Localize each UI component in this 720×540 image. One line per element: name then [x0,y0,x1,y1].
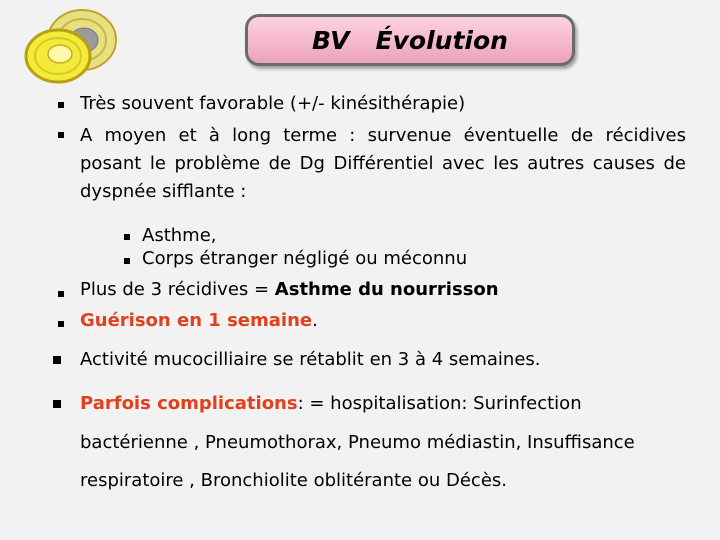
title-banner [245,14,575,66]
bullet-text-6 [80,390,582,418]
bullet-text-3-plain: Plus de 3 récidives = [80,279,275,300]
bullet-text-6-line2: bactérienne , Pneumothorax, Pneumo médiastin, Insuffisance [80,432,635,453]
bullet-text-1: Très souvent favorable (+/- kinésithérapie) [80,93,466,114]
bullet-marker [53,356,61,364]
sub-bullet-marker [124,234,130,240]
bullet-text-4-red: Guérison en 1 semaine [80,310,313,331]
bullet-text-3-bold: Asthme du nourrisson [274,279,499,300]
bullet-text-6-red: Parfois complications [80,393,298,414]
decorative-rings-logo [0,0,130,90]
bullet-marker [58,291,64,297]
bullet-text-4-plain: . [312,310,318,331]
bullet-marker [58,321,64,327]
bullet-text-5: Activité mucocilliaire se rétablit en 3 à 4 semaines. [80,349,541,370]
bullet-marker [53,400,61,408]
slide-title: BV Évolution [312,25,508,55]
bullet-text-2: A moyen et à long terme : survenue éventuelle de récidives posant le problème de Dg Différentiel avec les autres causes de dyspnée sifflante : [80,125,686,202]
bullet-text-4 [80,307,318,335]
sub-bullet-text-1: Asthme, [142,225,217,246]
bullet-text-6-line3: respiratoire , Bronchiolite oblitérante ou Décès. [80,470,507,491]
bullet-marker [58,132,64,138]
bullet-text-3 [80,276,499,304]
bullet-marker [58,102,64,108]
sub-bullet-text-2: Corps étranger négligé ou méconnu [142,248,468,269]
sub-bullet-marker [124,258,130,264]
bullet-text-6-line1: : = hospitalisation: Surinfection [297,393,582,414]
